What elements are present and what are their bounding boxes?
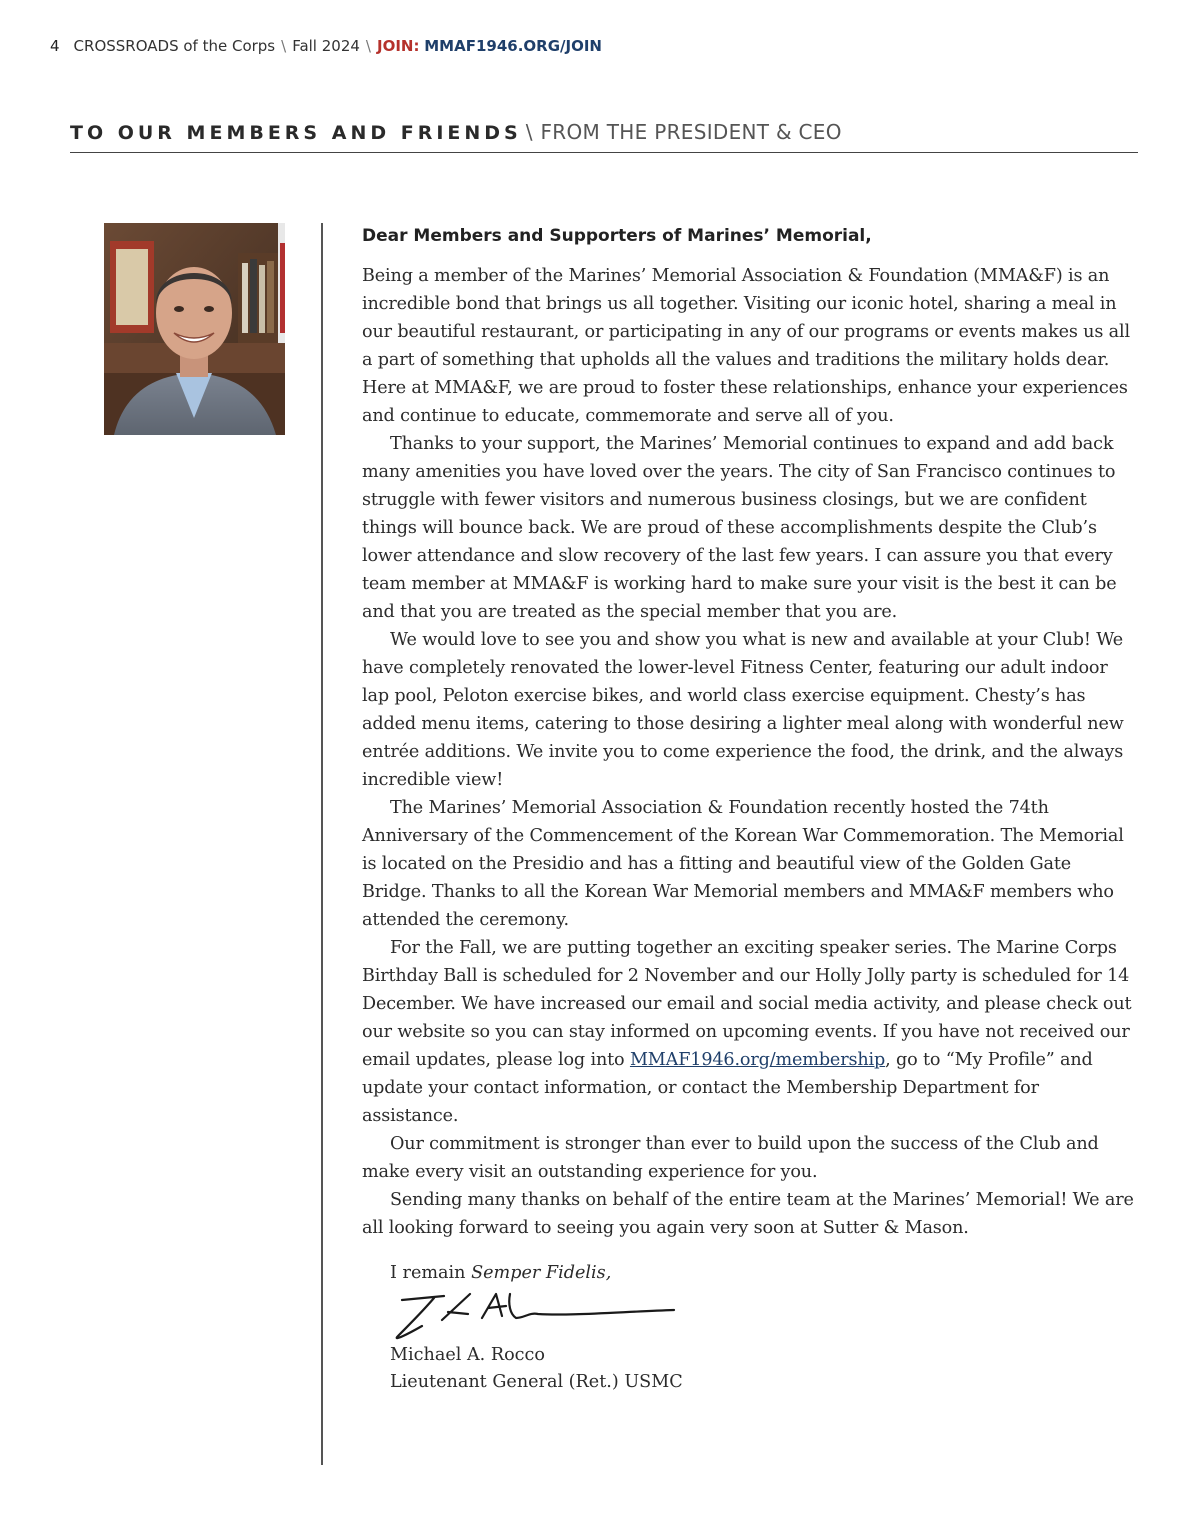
paragraph-5-text-a: For the Fall, we are putting together an exciting speaker series. The Marine Corps Birthday Ball is scheduled for 2 November and our Holly Jolly party is scheduled for 14 December. We have increased our email and social media activity, and please check out our website so you can stay informed on upcoming events. If you have not received our email updates, please log into (362, 938, 1132, 1070)
join-label: JOIN: (376, 37, 420, 55)
paragraph-7: Sending many thanks on behalf of the entire team at the Marines’ Memorial! We are all looking forward to seeing you again very soon at Sutter & Mason. (362, 1190, 1134, 1238)
page-number: 4 (50, 37, 60, 55)
paragraph-6: Our commitment is stronger than ever to build upon the success of the Club and make every visit an outstanding experience for you. (362, 1134, 1099, 1182)
paragraph-5-text-b: , go to “My Profile” and update your contact information, or contact the Membership Department for assistance. (362, 1050, 1093, 1126)
paragraph-1: Being a member of the Marines’ Memorial Association & Foundation (MMA&F) is an incredible bond that brings us all together. Visiting our iconic hotel, sharing a meal in our beautiful restaurant, or participating in any of our programs or events makes us all a part of something that upholds all the values and traditions the military holds dear. Here at MMA&F, we are proud to foster these relationships, enhance your experiences and continue to educate, commemorate and serve all of you. (362, 266, 1130, 426)
closing-line (390, 1260, 1134, 1286)
signer-title: Lieutenant General (Ret.) USMC (390, 1372, 683, 1392)
issue-label: Fall 2024 (292, 37, 360, 55)
closing-prefix: I remain (390, 1263, 472, 1283)
header-separator-2: \ (365, 37, 371, 55)
president-portrait (104, 223, 285, 435)
section-subtitle: FROM THE PRESIDENT & CEO (540, 120, 842, 144)
paragraph-2: Thanks to your support, the Marines’ Memorial continues to expand and add back many amenities you have loved over the years. The city of San Francisco continues to struggle with fewer visitors and numerous business closings, but we are confident things will bounce back. We are proud of these accomplishments despite the Club’s lower attendance and slow recovery of the last few years. I can assure you that every team member at MMA&F is working hard to make sure your visit is the best it can be and that you are treated as the special member that you are. (362, 434, 1117, 622)
header-separator: \ (281, 37, 287, 55)
signature-icon (378, 1290, 678, 1342)
section-separator: \ (525, 120, 533, 144)
salutation: Dear Members and Supporters of Marines’ Memorial, (362, 226, 872, 246)
column-divider (321, 223, 323, 1465)
portrait-photo-icon (104, 223, 285, 435)
closing-italic: Semper Fidelis, (471, 1263, 612, 1283)
paragraph-3: We would love to see you and show you what is new and available at your Club! We have completely renovated the lower-level Fitness Center, featuring our adult indoor lap pool, Peloton exercise bikes, and world class exercise equipment. Chesty’s has added menu items, catering to those desiring a lighter meal along with wonderful new entrée additions. We invite you to come experience the food, the drink, and the always incredible view! (362, 630, 1124, 790)
section-heading (70, 120, 1138, 153)
running-header (50, 37, 602, 55)
letter-body (362, 224, 1134, 1396)
signer-name: Michael A. Rocco (390, 1345, 545, 1365)
paragraph-4: The Marines’ Memorial Association & Foundation recently hosted the 74th Anniversary of the Commencement of the Korean War Commemoration. The Memorial is located on the Presidio and has a fitting and beautiful view of the Golden Gate Bridge. Thanks to all the Korean War Memorial members and MMA&F members who attended the ceremony. (362, 798, 1124, 930)
paragraph-5 (362, 934, 1134, 1130)
join-link[interactable]: MMAF1946.ORG/JOIN (424, 37, 602, 55)
publication-name: CROSSROADS of the Corps (73, 37, 276, 55)
membership-link[interactable]: MMAF1946.org/membership (629, 1050, 886, 1070)
section-title: TO OUR MEMBERS AND FRIENDS (70, 122, 522, 144)
